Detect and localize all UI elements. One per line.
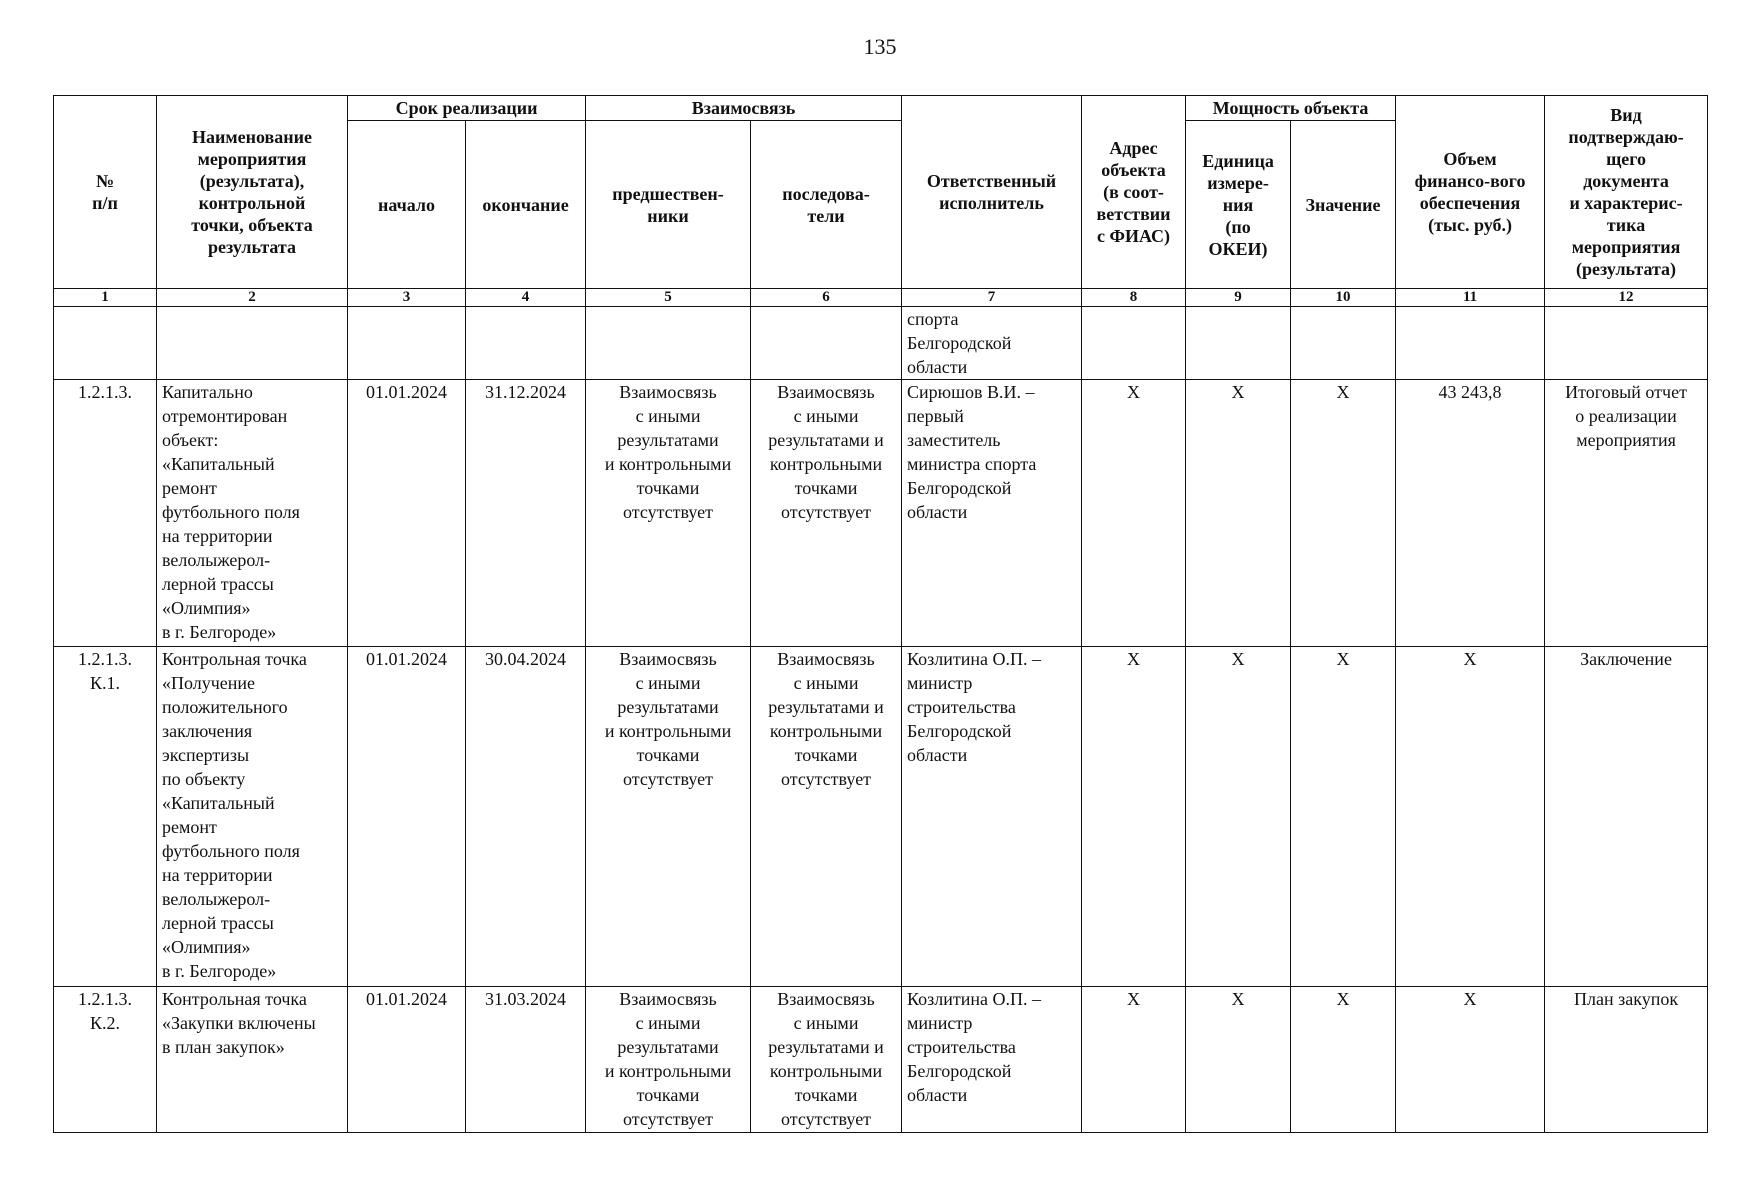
header-responsible: Ответственный исполнитель [902, 96, 1082, 289]
cell-address [1082, 307, 1186, 380]
cell-num: 1.2.1.3. К.2. [54, 987, 157, 1133]
cell-end: 31.12.2024 [466, 380, 586, 647]
cell-unit: X [1186, 380, 1291, 647]
cell-prev [586, 307, 751, 380]
cell-num: 1.2.1.3. К.1. [54, 647, 157, 987]
cell-start: 01.01.2024 [348, 647, 466, 987]
header-term-group: Срок реализации [348, 96, 586, 121]
header-capacity-group: Мощность объекта [1186, 96, 1396, 121]
column-number: 9 [1186, 289, 1291, 307]
column-number: 7 [902, 289, 1082, 307]
cell-num [54, 307, 157, 380]
header-link-prev: предшествен- ники [586, 121, 751, 289]
column-number: 1 [54, 289, 157, 307]
column-number-row [54, 289, 1708, 307]
measures-table [53, 95, 1708, 1133]
column-number: 2 [157, 289, 348, 307]
header-link-group: Взаимосвязь [586, 96, 902, 121]
header-link-next: последова- тели [751, 121, 902, 289]
cell-address: X [1082, 380, 1186, 647]
cell-prev: Взаимосвязь с иными результатами и контрольными точками отсутствует [586, 647, 751, 987]
header-value: Значение [1291, 121, 1396, 289]
cell-start: 01.01.2024 [348, 987, 466, 1133]
table-row [54, 647, 1708, 987]
header-name: Наименование мероприятия (результата), контрольной точки, объекта результата [157, 96, 348, 289]
cell-responsible: спорта Белгородской области [902, 307, 1082, 380]
cell-responsible: Козлитина О.П. – министр строительства Белгородской области [902, 987, 1082, 1133]
cell-end [466, 307, 586, 380]
header-term-start: начало [348, 121, 466, 289]
column-number: 3 [348, 289, 466, 307]
cell-next: Взаимосвязь с иными результатами и контрольными точками отсутствует [751, 987, 902, 1133]
cell-finance: 43 243,8 [1396, 380, 1545, 647]
cell-doc: Заключение [1545, 647, 1708, 987]
cell-start: 01.01.2024 [348, 380, 466, 647]
cell-name [157, 307, 348, 380]
cell-value: X [1291, 987, 1396, 1133]
cell-value: X [1291, 647, 1396, 987]
header-doc-type: Вид подтверждаю- щего документа и характерис- тика мероприятия (результата) [1545, 96, 1708, 289]
table-row [54, 987, 1708, 1133]
table-row [54, 380, 1708, 647]
cell-name: Контрольная точка «Закупки включены в план закупок» [157, 987, 348, 1133]
cell-responsible: Козлитина О.П. – министр строительства Белгородской области [902, 647, 1082, 987]
cell-value: X [1291, 380, 1396, 647]
cell-address: X [1082, 647, 1186, 987]
cell-end: 30.04.2024 [466, 647, 586, 987]
cell-name: Капитально отремонтирован объект: «Капитальный ремонт футбольного поля на территории велолыжерол- лерной трассы «Олимпия» в г. Белгороде» [157, 380, 348, 647]
cell-doc: План закупок [1545, 987, 1708, 1133]
cell-address: X [1082, 987, 1186, 1133]
cell-unit [1186, 307, 1291, 380]
header-num: № п/п [54, 96, 157, 289]
cell-prev: Взаимосвязь с иными результатами и контрольными точками отсутствует [586, 380, 751, 647]
page-number: 135 [863, 34, 897, 59]
column-number: 12 [1545, 289, 1708, 307]
cell-unit: X [1186, 647, 1291, 987]
header-address: Адрес объекта (в соот- ветствии с ФИАС) [1082, 96, 1186, 289]
column-number: 11 [1396, 289, 1545, 307]
cell-value [1291, 307, 1396, 380]
header-finance: Объем финансо-вого обеспечения (тыс. руб.) [1396, 96, 1545, 289]
column-number: 4 [466, 289, 586, 307]
cell-next [751, 307, 902, 380]
cell-doc [1545, 307, 1708, 380]
cell-finance: X [1396, 987, 1545, 1133]
header-term-end: окончание [466, 121, 586, 289]
header-unit: Единица измере- ния (по ОКЕИ) [1186, 121, 1291, 289]
cell-end: 31.03.2024 [466, 987, 586, 1133]
cell-name: Контрольная точка «Получение положительного заключения экспертизы по объекту «Капитальный ремонт футбольного поля на территории велолыжерол- лерной трассы «Олимпия» в г. Белгороде» [157, 647, 348, 987]
header-row-1 [54, 96, 1708, 121]
cell-next: Взаимосвязь с иными результатами и контрольными точками отсутствует [751, 647, 902, 987]
column-number: 6 [751, 289, 902, 307]
cell-finance: X [1396, 647, 1545, 987]
cell-next: Взаимосвязь с иными результатами и контрольными точками отсутствует [751, 380, 902, 647]
cell-prev: Взаимосвязь с иными результатами и контрольными точками отсутствует [586, 987, 751, 1133]
cell-num: 1.2.1.3. [54, 380, 157, 647]
cell-unit: X [1186, 987, 1291, 1133]
column-number: 10 [1291, 289, 1396, 307]
table-row-continuation [54, 307, 1708, 380]
column-number: 5 [586, 289, 751, 307]
cell-start [348, 307, 466, 380]
cell-doc: Итоговый отчет о реализации мероприятия [1545, 380, 1708, 647]
cell-finance [1396, 307, 1545, 380]
cell-responsible: Сирюшов В.И. – первый заместитель министра спорта Белгородской области [902, 380, 1082, 647]
column-number: 8 [1082, 289, 1186, 307]
